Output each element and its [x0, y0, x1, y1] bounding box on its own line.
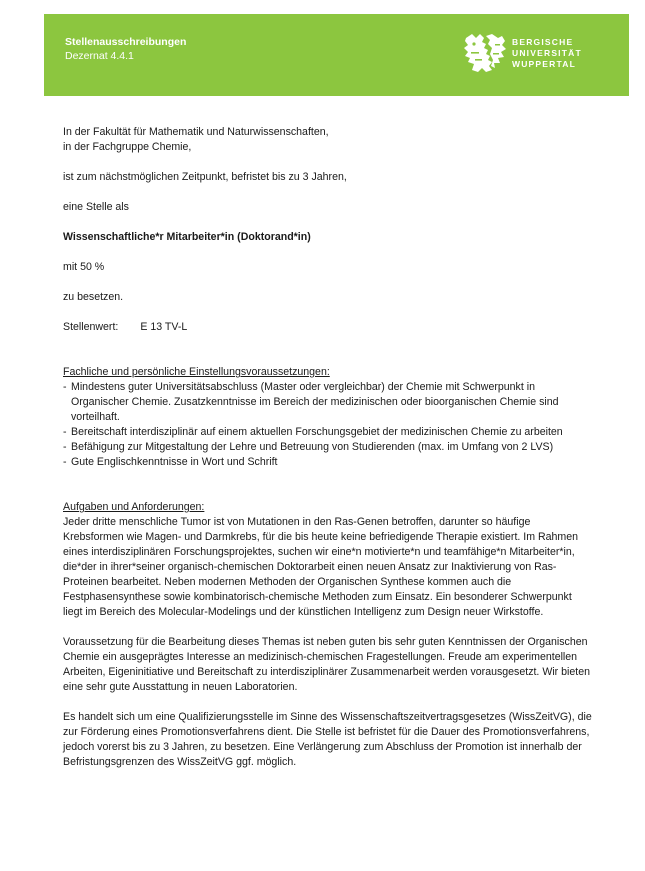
- position-fill: zu besetzen.: [63, 291, 124, 303]
- list-item: - Befähigung zur Mitgestaltung der Lehre und Betreuung von Studierenden (max. im Umfang von 2 LVS): [63, 440, 593, 455]
- pay-grade-label: Stellenwert:: [63, 321, 119, 333]
- tasks-heading: Aufgaben und Anforderungen:: [63, 501, 205, 513]
- university-logo[interactable]: [462, 32, 622, 76]
- position-title: Wissenschaftliche*r Mitarbeiter*in (Doktorand*in): [63, 231, 311, 243]
- intro-department: in der Fachgruppe Chemie,: [63, 141, 192, 153]
- tasks-paragraph-1: Jeder dritte menschliche Tumor ist von Mutationen in den Ras-Genen betroffen, darunter so häufige Krebsformen wie Magen- und Darmkrebs, für die bis heute keine befriedigende Therapie existiert. Im Rahmen eines interdisziplinären Forschungsprojektes, suchen wir eine*n motivierte*n und teamfähige*n Mitarbeiter*in, die*der in ihrer*seiner organisch-chemischen Doktorarbeit einen neuen Ansatz zur Inaktivierung von Ras-Proteinen bearbeitet. Neben modernen Methoden der Organischen Synthese kommen auch die Festphasensynthese sowie kombinatorisch-chemische Methoden zum Einsatz. Ein besonderer Schwerpunkt liegt im Bereich des Molecular-Modelings und der künstlichen Intelligenz zum Design neuer Wirkstoffe.: [63, 516, 579, 618]
- requirements-list: [63, 380, 593, 470]
- tasks-paragraph-3: Es handelt sich um eine Qualifizierungsstelle im Sinne des Wissenschaftszeitvertragsgesetzes (WissZeitVG), die zur Förderung eines Promotionsverfahrens dient. Die Stelle ist befristet für die Dauer des Promotionsverfahrens, jedoch vorerst bis zu 3 Jahren, zu besetzen. Eine Verlängerung zum Abschluss der Promotion ist innerhalb der Befristungsgrenzen des WissZeitVG ggf. möglich.: [63, 711, 592, 768]
- header-banner: [44, 14, 629, 96]
- intro-faculty: In der Fakultät für Mathematik und Naturwissenschaften,: [63, 126, 329, 138]
- logo-line-1: BERGISCHE: [512, 37, 574, 47]
- list-item: - Gute Englischkenntnisse in Wort und Schrift: [63, 455, 593, 470]
- lion-crest-icon: [462, 32, 508, 76]
- pay-grade-row: [63, 320, 593, 335]
- logo-wordmark: [512, 37, 582, 70]
- pay-grade-value: E 13 TV-L: [140, 321, 188, 333]
- tasks-paragraph-2: Voraussetzung für die Bearbeitung dieses Themas ist neben guten bis sehr guten Kenntnissen der Organischen Chemie ein ausgeprägtes Interesse an medizinisch-chemischen Fragestellungen. Freude am experimentellen Arbeiten, Eigeninitiative und Bereitschaft zu interdisziplinärer Zusammenarbeit werden vorausgesetzt. Wir bieten eine sehr gute Ausstattung in neuen Laboratorien.: [63, 636, 591, 693]
- header-title: Stellenausschreibungen: [65, 36, 187, 48]
- position-extent: mit 50 %: [63, 261, 105, 273]
- intro-period: ist zum nächstmöglichen Zeitpunkt, befristet bis zu 3 Jahren,: [63, 171, 347, 183]
- list-item: - Bereitschaft interdisziplinär auf einem aktuellen Forschungsgebiet der medizinischen Chemie zu arbeiten: [63, 425, 593, 440]
- list-item: - Mindestens guter Universitätsabschluss (Master oder vergleichbar) der Chemie mit Schwerpunkt in Organischer Chemie. Zusatzkenntnisse im Bereich der medizinischen oder bioorganischen Chemie sind vorteilhaft.: [63, 380, 593, 425]
- document-body: [63, 125, 593, 770]
- requirements-heading: Fachliche und persönliche Einstellungsvoraussetzungen:: [63, 366, 330, 378]
- header-subtitle: Dezernat 4.4.1: [65, 50, 134, 62]
- logo-line-3: WUPPERTAL: [512, 59, 576, 69]
- position-lead: eine Stelle als: [63, 201, 129, 213]
- logo-line-2: UNIVERSITÄT: [512, 48, 582, 58]
